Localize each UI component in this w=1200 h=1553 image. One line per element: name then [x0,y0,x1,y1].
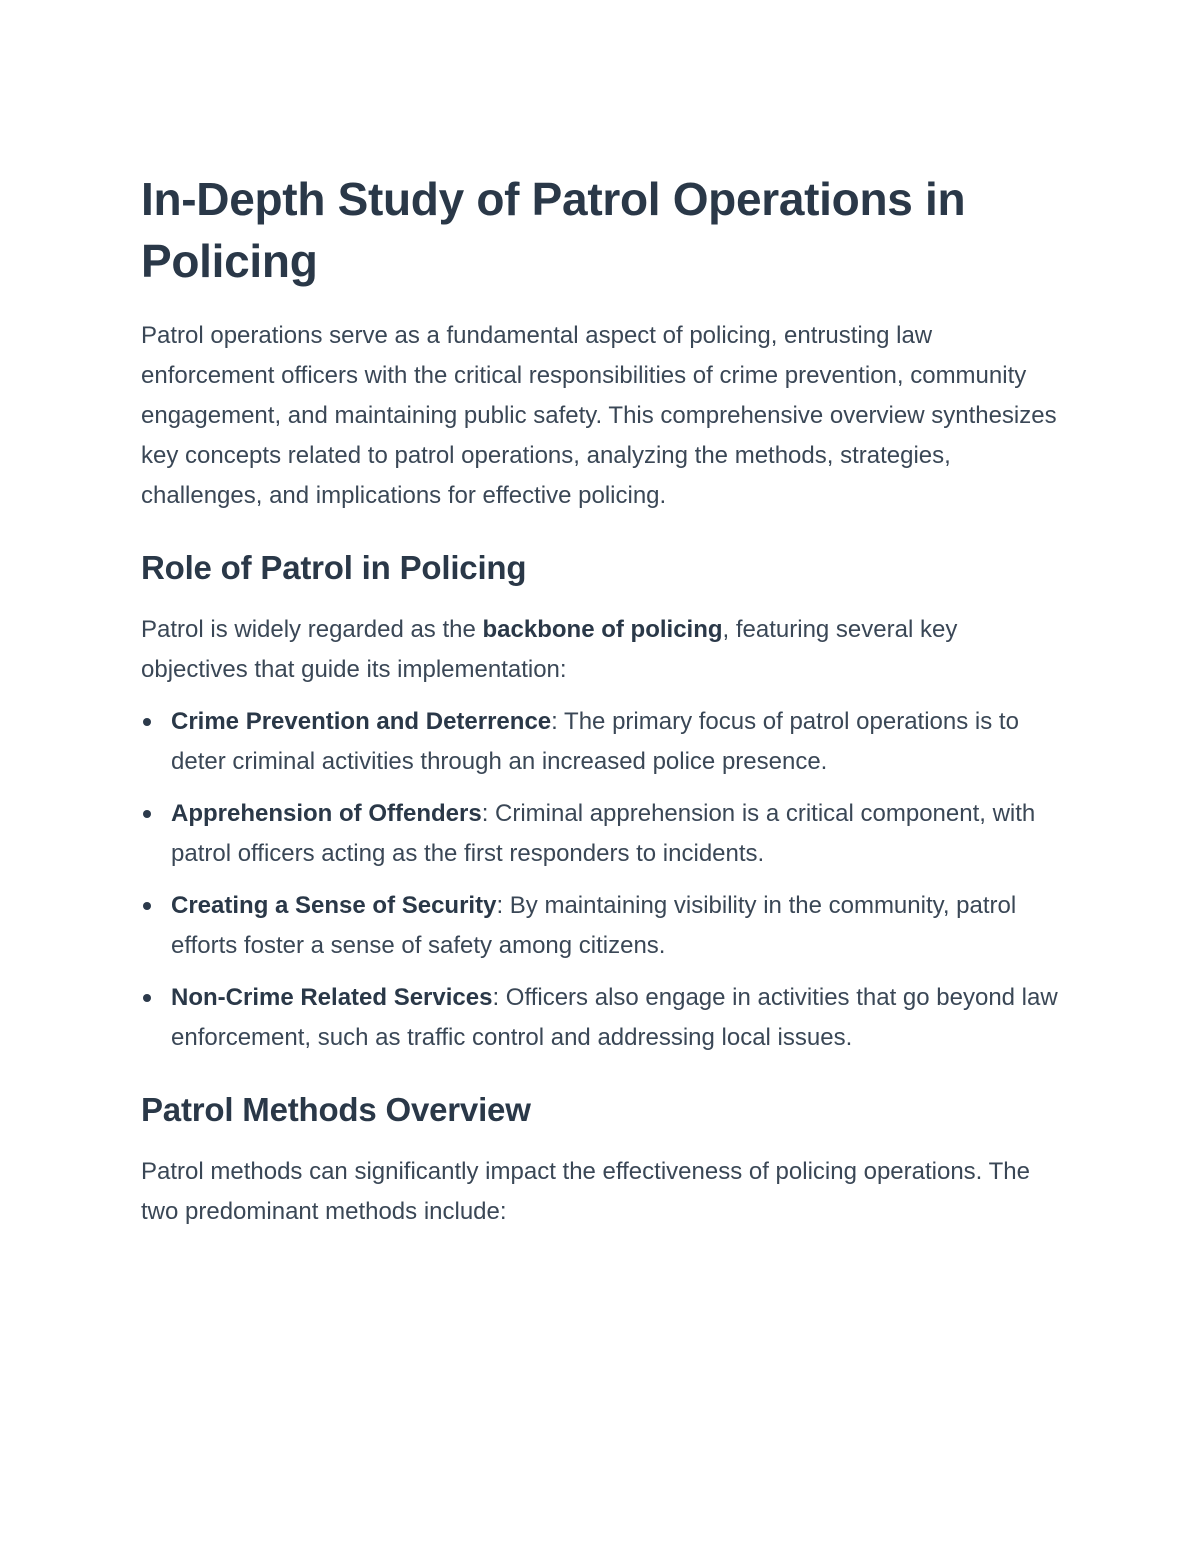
list-item-text: : The primary focus of patrol operations is to deter criminal activities through an increased police presence. [171,708,1019,775]
bullet-icon [143,718,151,726]
bullet-icon [143,994,151,1002]
methods-lead-paragraph: Patrol methods can significantly impact the effectiveness of policing operations. The two predominant methods include: [141,1158,1030,1225]
list-item [141,794,1066,874]
section-heading-patrol-methods: Patrol Methods Overview [141,1091,531,1128]
document-title: In-Depth Study of Patrol Operations in Policing [141,173,966,287]
role-lead-text-before: Patrol is widely regarded as the [141,616,483,643]
objectives-list [141,702,1066,1058]
list-item [141,978,1066,1058]
intro-paragraph: Patrol operations serve as a fundamental aspect of policing, entrusting law enforcement officers with the critical responsibilities of crime prevention, community engagement, and maintaining public safety. This comprehensive overview synthesizes key concepts related to patrol operations, analyzing the methods, strategies, challenges, and implications for effective policing. [141,322,1057,509]
section-heading-role-of-patrol: Role of Patrol in Policing [141,549,527,586]
list-item-text: : By maintaining visibility in the community, patrol efforts foster a sense of safety among citizens. [171,892,1017,959]
bullet-icon [143,902,151,910]
list-item-term: Non-Crime Related Services [171,984,493,1011]
bullet-icon [143,810,151,818]
document-page [141,168,1066,1232]
role-lead-paragraph [141,610,1066,690]
list-item-term: Crime Prevention and Deterrence [171,708,552,735]
role-lead-emphasis: backbone of policing [482,616,723,643]
list-item [141,886,1066,966]
list-item-term: Creating a Sense of Security [171,892,497,919]
list-item-term: Apprehension of Offenders [171,800,482,827]
list-item-text: : Officers also engage in activities that go beyond law enforcement, such as traffic control and addressing local issues. [171,984,1058,1051]
list-item [141,702,1066,782]
role-lead-text-after: , featuring several key objectives that guide its implementation: [141,616,958,683]
list-item-text: : Criminal apprehension is a critical component, with patrol officers acting as the first responders to incidents. [171,800,1036,867]
